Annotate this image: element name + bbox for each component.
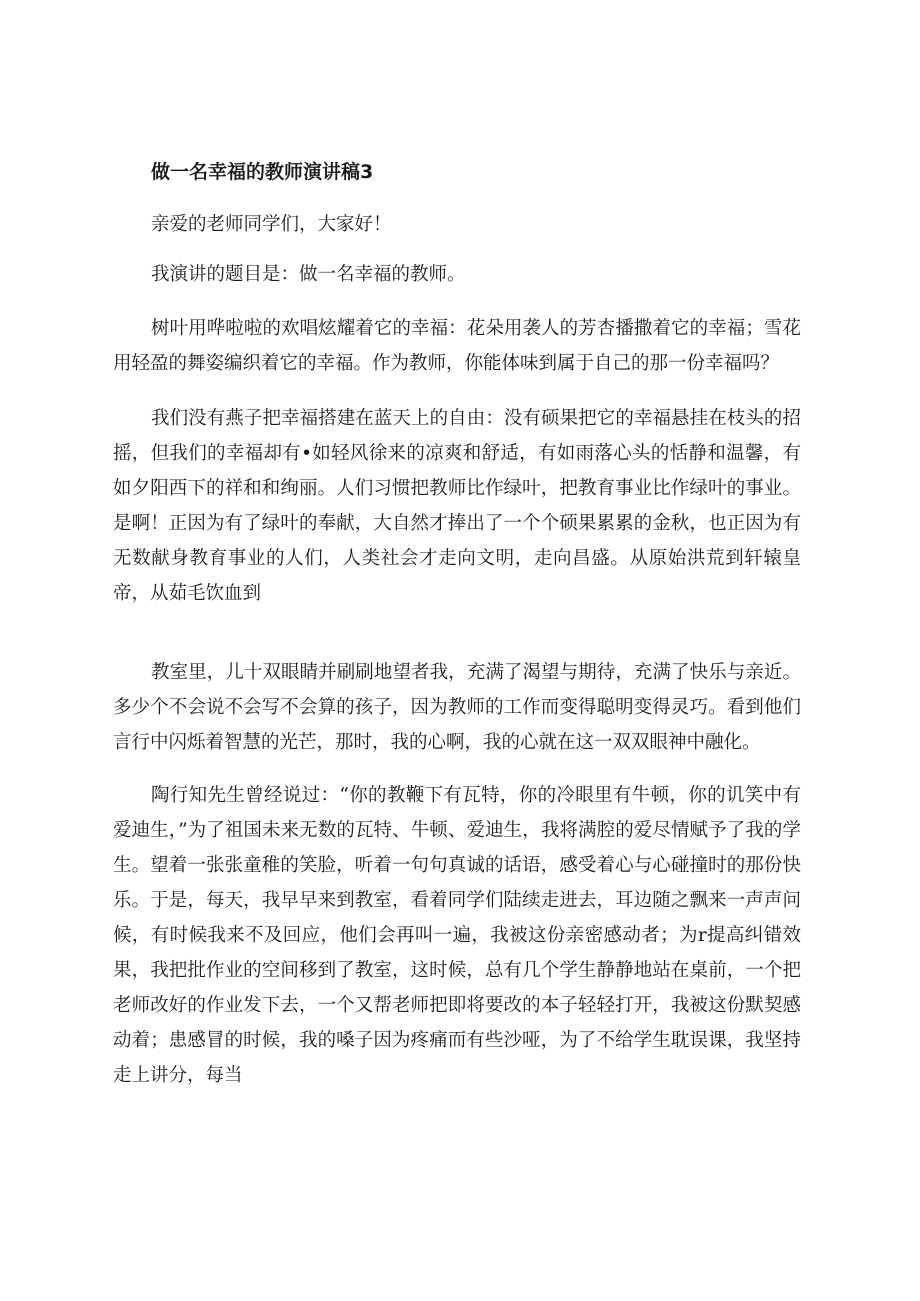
paragraph-green-leaf: 我们没有燕子把幸福搭建在蓝天上的自由：没有硕果把它的幸福悬挂在枝头的招摇，但我们的幸福却有•如轻风徐来的凉爽和舒适，有如雨落心头的恬静和温馨，有如夕阳西下的祥和和绚丽。人们习惯把教师比作绿叶，把教育事业比作绿叶的事业。是啊！正因为有了绿叶的奉献，大自然才捧出了一个个硕果累累的金秋，也正因为有无数献身教育事业的人们，人类社会才走向文明，走向昌盛。从原始洪荒到轩辕皇帝，从茹毛饮血到 [113,408,801,604]
paragraph-classroom: 教室里，儿十双眼睛并刷刷地望者我，充满了渴望与期待，充满了快乐与亲近。多少个不会说不会写不会算的孩子，因为教师的工作而变得聪明变得灵巧。看到他们言行中闪烁着智慧的光芒，那时，我的心啊，我的心就在这一双双眼神中融化。 [113,662,801,753]
document-title: 做一名幸福的教师演讲稿3 [151,161,374,183]
paragraph-leaves: 树叶用哗啦啦的欢唱炫耀着它的幸福：花朵用袭人的芳杏播撒着它的幸福；雪花用轻盈的舞姿编织着它的幸福。作为教师，你能体味到属于自己的那一份幸福吗？ [113,318,801,374]
paragraph-greeting: 亲爱的老师同学们，大家好！ [151,214,392,235]
paragraph-topic: 我演讲的题目是：做一名幸福的教师。 [151,264,466,285]
paragraph-tao-xingzhi: 陶行知先生曾经说过：“你的教鞭下有瓦特，你的冷眼里有牛顿，你的讥笑中有爱迪生，”为了祖国未来无数的瓦特、牛顿、爱迪生，我将满腔的爱尽情赋予了我的学生。望着一张张童稚的笑脸，听着一句句真诚的话语，感受着心与心碰撞时的那份快乐。于是，每天，我早早来到教室，看着同学们陆续走进去，耳边随之飘来一声声问候，有时候我来不及回应，他们会再叫一遍，我被这份亲密感动者；为r提高纠错效果，我把批作业的空间移到了教室，这时候，总有几个学生静静地站在桌前，一个把老师改好的作业发下去，一个又帮老师把即将要改的本子轻轻打开，我被这份默契感动着；患感冒的时候，我的嗓子因为疼痛而有些沙哑，为了不给学生耽误课，我坚持走上讲分，每当 [113,785,801,1086]
